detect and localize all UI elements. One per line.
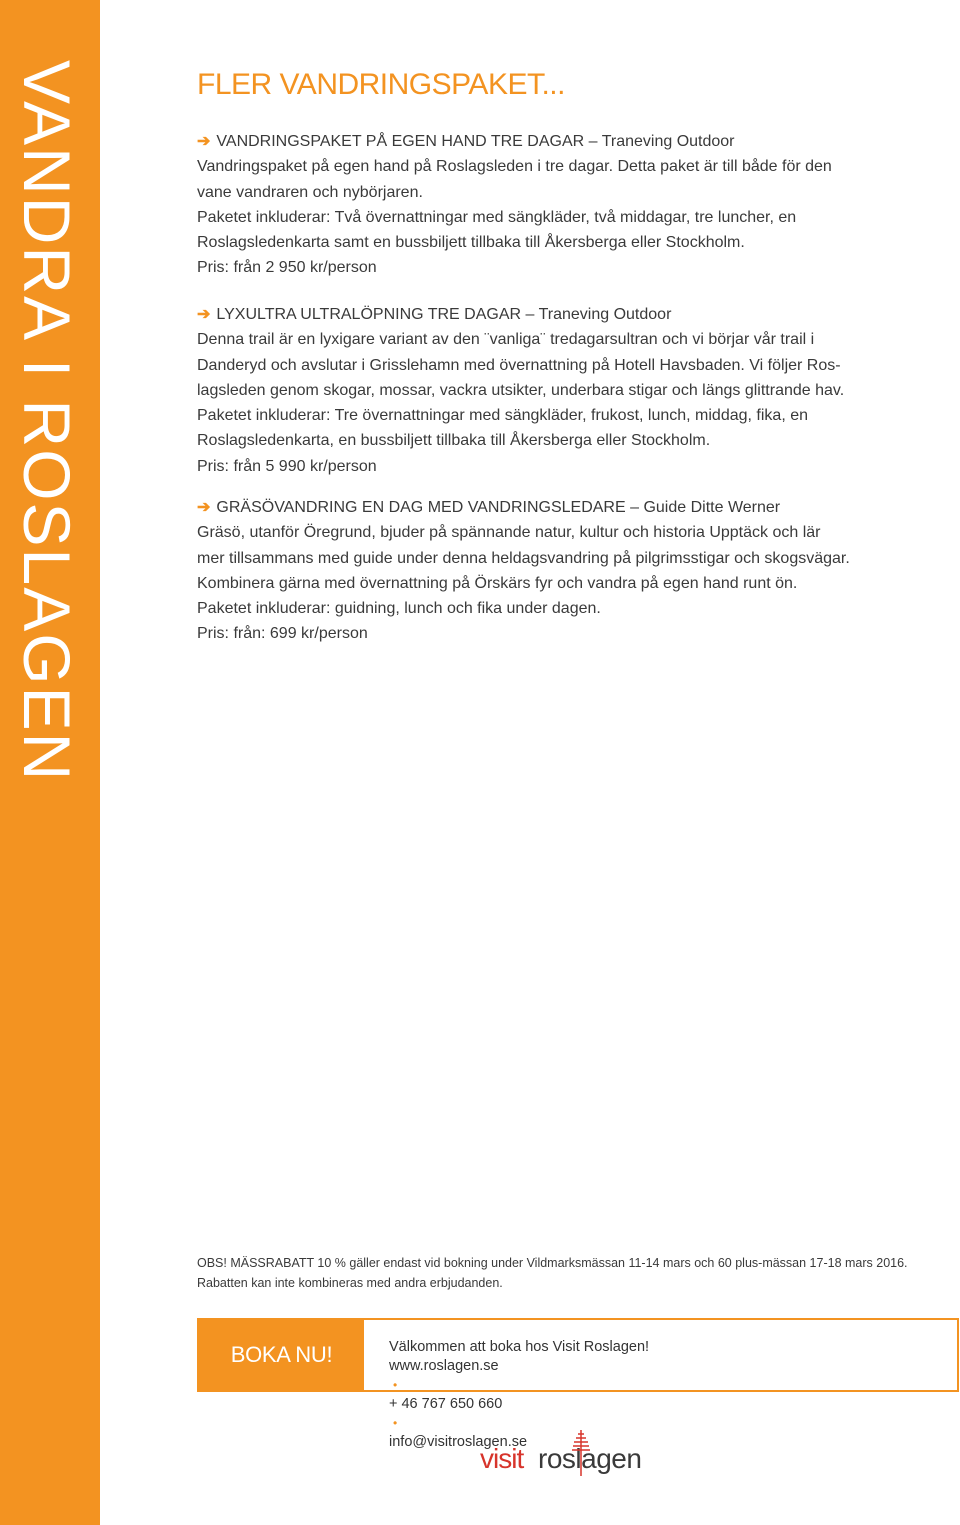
package-title [197,495,942,520]
package-title [197,302,942,327]
description-line: Denna trail är en lyxigare variant av den ¨vanliga¨ tredagarsultran och vi börjar vår trail i [197,331,815,349]
includes-text: Två övernattningar med sängkläder, två middagar, tre luncher, en [330,208,797,226]
includes-label: Paketet inkluderar: [197,600,331,618]
bullet-icon: • [393,1416,398,1430]
includes-line [197,596,942,621]
includes-text: Tre övernattningar med sängkläder, frukost, lunch, middag, fika, en [330,407,808,425]
tree-icon [570,1428,592,1478]
includes-line [197,403,942,428]
sidebar [0,0,100,1525]
phone-number[interactable]: + 46 767 650 660 [389,1396,503,1412]
package-title-caps: GRÄSÖVANDRING EN DAG MED VANDRINGSLEDARE [216,499,626,516]
price: Pris: från 5 990 kr/person [197,457,377,475]
price: Pris: från 2 950 kr/person [197,259,377,277]
page-title: FLER VANDRINGSPAKET... [197,68,565,101]
description-line: Gräsö, utanför Öregrund, bjuder på spännande natur, kultur och historia Upptäck och lär [197,524,821,542]
includes-line [197,205,942,230]
notice-line: OBS! MÄSSRABATT 10 % gäller endast vid bokning under Vildmarksmässan 11-14 mars och 60 plus-mässan 17-18 mars 2016. [197,1256,908,1270]
includes-label: Paketet inkluderar: [197,407,331,425]
description-line: lagsleden genom skogar, mossar, vackra utsikter, underbara stigar och längs glittrande hav. [197,381,845,399]
package-title-caps: LYXULTRA ULTRALÖPNING TRE DAGAR [216,306,522,323]
logo-roslagen-text: roslagen [538,1443,642,1474]
visit-roslagen-logo [480,1428,660,1488]
package-2 [197,302,942,479]
email-link[interactable]: info@visitroslagen.se [389,1434,528,1450]
notice-line: Rabatten kan inte kombineras med andra erbjudanden. [197,1276,503,1290]
logo-visit-text: visit [480,1443,524,1474]
description-line: Vandringspaket på egen hand på Roslagsleden i tre dagar. Detta paket är till både för den [197,158,832,176]
booking-welcome: Välkommen att boka hos Visit Roslagen! [389,1339,650,1355]
package-organizer: – Guide Ditte Werner [630,499,781,516]
booking-box [197,1318,959,1450]
package-3 [197,495,942,647]
includes-text: guidning, lunch och fika under dagen. [330,600,601,618]
includes-line: Roslagsledenkarta, en bussbiljett tillbaka till Åkersberga eller Stockholm. [197,432,711,450]
includes-line: Roslagsledenkarta samt en bussbiljett tillbaka till Åkersberga eller Stockholm. [197,234,745,252]
description-line: mer tillsammans med guide under denna heldagsvandring på pilgrimsstigar och skogsvägar. [197,549,850,567]
price: Pris: från: 699 kr/person [197,625,368,643]
package-1 [197,129,942,281]
book-now-button[interactable]: BOKA NU! [199,1320,364,1390]
package-organizer: – Traneving Outdoor [525,306,672,323]
description-line: Kombinera gärna med övernattning på Örskärs fyr och vandra på egen hand runt ön. [197,574,798,592]
discount-notice [197,1253,947,1293]
package-organizer: – Traneving Outdoor [588,133,735,150]
package-title-caps: VANDRINGSPAKET PÅ EGEN HAND TRE DAGAR [216,133,585,150]
description-line: vane vandraren och nybörjaren. [197,183,423,201]
arrow-right-icon: ➔ [197,499,211,516]
bullet-icon: • [393,1378,398,1392]
arrow-right-icon: ➔ [197,306,211,323]
sidebar-title: VANDRA I ROSLAGEN [10,60,84,783]
includes-label: Paketet inkluderar: [197,208,331,226]
description-line: Danderyd och avslutar i Grisslehamn med övernattning på Hotell Havsbaden. Vi följer Ros- [197,356,841,374]
arrow-right-icon: ➔ [197,133,211,150]
website-link[interactable]: www.roslagen.se [389,1358,499,1374]
package-title [197,129,942,154]
